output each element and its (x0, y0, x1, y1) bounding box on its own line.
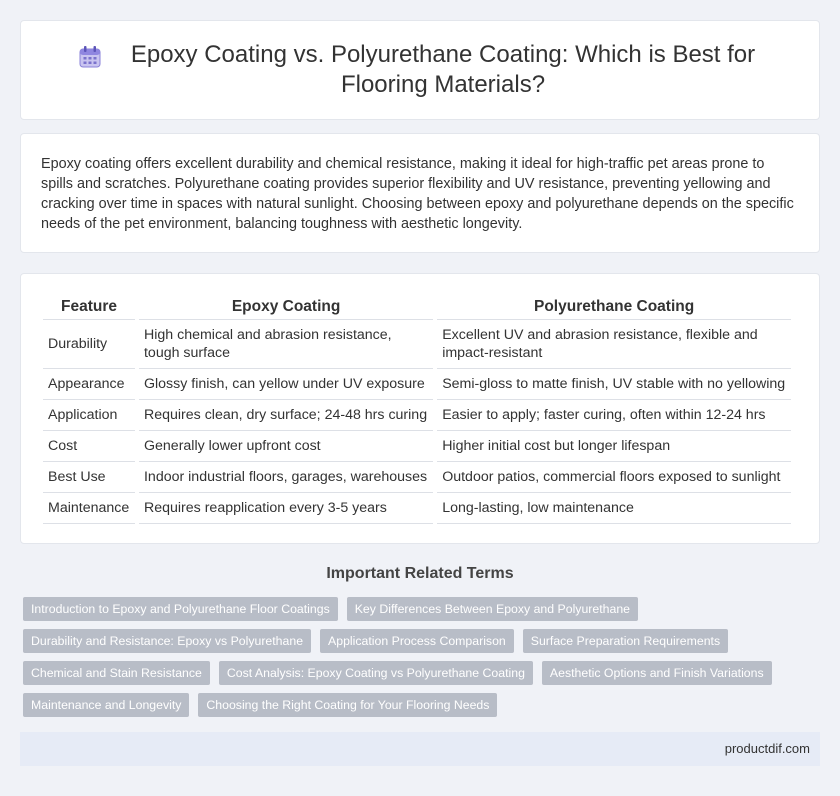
table-cell-epoxy: Requires reapplication every 3-5 years (139, 493, 433, 524)
table-cell-polyurethane: Semi-gloss to matte finish, UV stable with no yellowing (437, 369, 791, 400)
table-header-polyurethane: Polyurethane Coating (437, 294, 791, 320)
table-cell-feature: Durability (43, 320, 135, 369)
table-cell-feature: Cost (43, 431, 135, 462)
related-term-tag[interactable]: Key Differences Between Epoxy and Polyurethane (347, 597, 638, 621)
related-term-tag[interactable]: Durability and Resistance: Epoxy vs Polyurethane (23, 629, 311, 653)
table-header-epoxy: Epoxy Coating (139, 294, 433, 320)
table-cell-polyurethane: Long-lasting, low maintenance (437, 493, 791, 524)
table-cell-epoxy: Glossy finish, can yellow under UV exposure (139, 369, 433, 400)
table-cell-polyurethane: Easier to apply; faster curing, often within 12-24 hrs (437, 400, 791, 431)
comparison-table (39, 294, 795, 524)
related-term-tag[interactable]: Choosing the Right Coating for Your Flooring Needs (198, 693, 497, 717)
table-row (43, 431, 791, 462)
related-term-tag[interactable]: Application Process Comparison (320, 629, 514, 653)
page-title: Epoxy Coating vs. Polyurethane Coating: Which is Best for Flooring Materials? (130, 41, 756, 98)
table-cell-epoxy: Indoor industrial floors, garages, warehouses (139, 462, 433, 493)
comparison-card (20, 273, 820, 544)
table-cell-feature: Best Use (43, 462, 135, 493)
table-cell-feature: Application (43, 400, 135, 431)
table-header-feature: Feature (43, 294, 135, 320)
related-term-tag[interactable]: Surface Preparation Requirements (523, 629, 728, 653)
related-term-tag[interactable]: Introduction to Epoxy and Polyurethane Floor Coatings (23, 597, 338, 621)
calendar-icon (77, 44, 103, 70)
intro-card (20, 133, 820, 253)
related-terms-list (23, 597, 803, 725)
related-term-tag[interactable]: Aesthetic Options and Finish Variations (542, 661, 772, 685)
related-term-tag[interactable]: Cost Analysis: Epoxy Coating vs Polyurethane Coating (219, 661, 533, 685)
table-cell-epoxy: Generally lower upfront cost (139, 431, 433, 462)
table-row (43, 320, 791, 369)
footer-site-link[interactable]: productdif.com (724, 741, 810, 756)
table-cell-feature: Maintenance (43, 493, 135, 524)
table-row (43, 462, 791, 493)
footer (20, 732, 820, 766)
table-cell-epoxy: High chemical and abrasion resistance, tough surface (139, 320, 433, 369)
related-terms-heading: Important Related Terms (326, 565, 514, 582)
related-term-tag[interactable]: Maintenance and Longevity (23, 693, 189, 717)
table-cell-epoxy: Requires clean, dry surface; 24-48 hrs curing (139, 400, 433, 431)
table-row (43, 493, 791, 524)
table-row (43, 369, 791, 400)
title-card (20, 20, 820, 120)
title-wrap (70, 40, 770, 100)
table-header-row (43, 294, 791, 320)
related-term-tag[interactable]: Chemical and Stain Resistance (23, 661, 210, 685)
table-cell-polyurethane: Higher initial cost but longer lifespan (437, 431, 791, 462)
table-cell-polyurethane: Excellent UV and abrasion resistance, flexible and impact-resistant (437, 320, 791, 369)
table-row (43, 400, 791, 431)
table-cell-polyurethane: Outdoor patios, commercial floors exposed to sunlight (437, 462, 791, 493)
intro-paragraph: Epoxy coating offers excellent durability and chemical resistance, making it ideal for high-traffic pet areas prone to spills and scratches. Polyurethane coating provides superior flexibility and UV resistance, preventing yellowing and cracking over time in spaces with natural sunlight. Choosing between epoxy and polyurethane depends on the specific needs of the pet environment, balancing toughness with aesthetic longevity. (41, 156, 794, 232)
table-cell-feature: Appearance (43, 369, 135, 400)
